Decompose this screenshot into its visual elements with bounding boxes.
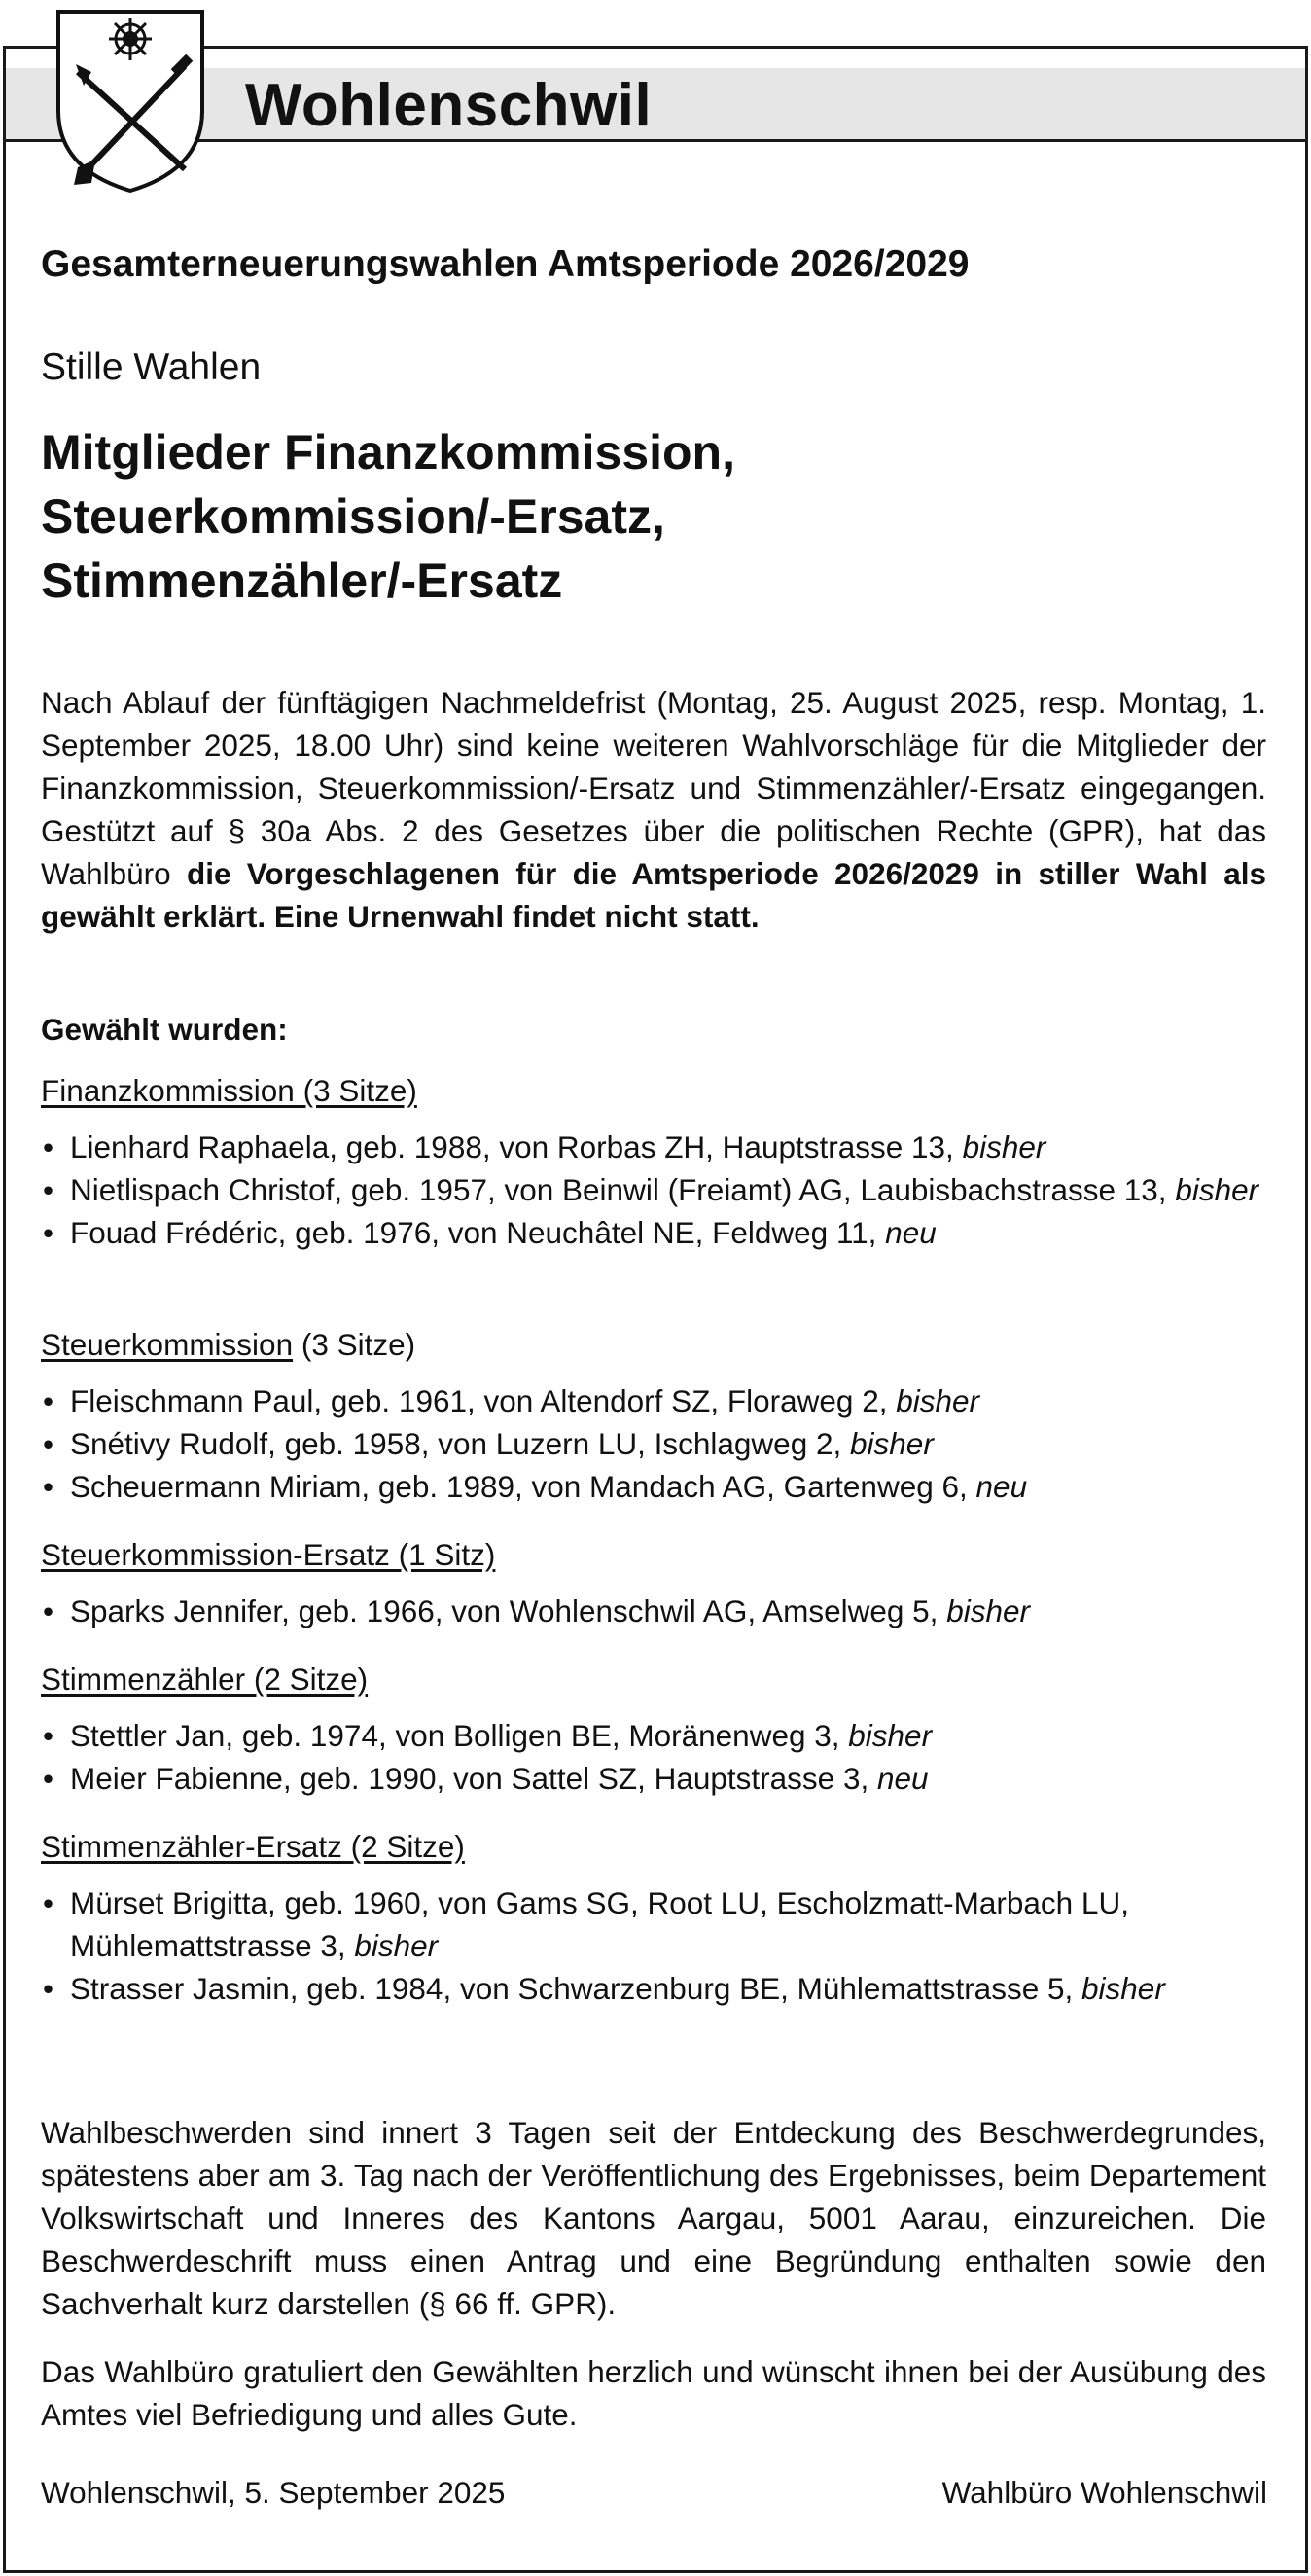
- place-date: Wohlenschwil, 5. September 2025: [41, 2475, 506, 2510]
- elected-label: Gewählt wurden:: [41, 1012, 288, 1047]
- election-type: Stille Wahlen: [41, 346, 262, 388]
- list-item: • Stettler Jan, geb. 1974, von Bolligen BE, Moränenweg 3, bisher: [41, 1714, 1266, 1757]
- list-item: • Sparks Jennifer, geb. 1966, von Wohlenschwil AG, Amselweg 5, bisher: [41, 1590, 1266, 1632]
- bullet-icon: •: [43, 1172, 54, 1207]
- list-item: • Snétivy Rudolf, geb. 1958, von Luzern LU, Ischlagweg 2, bisher: [41, 1422, 1266, 1465]
- section-heading: Stimmenzähler-Ersatz (2 Sitze): [41, 1829, 465, 1864]
- coat-of-arms-icon: [49, 4, 212, 195]
- list-item: • Fleischmann Paul, geb. 1961, von Altendorf SZ, Floraweg 2, bisher: [41, 1379, 1266, 1422]
- list-item: • Meier Fabienne, geb. 1990, von Sattel SZ, Hauptstrasse 3, neu: [41, 1757, 1266, 1800]
- section-finanzkommission: [41, 1069, 1266, 1254]
- member-status: bisher: [354, 1928, 439, 1963]
- complaint-paragraph: Wahlbeschwerden sind innert 3 Tagen seit der Entdeckung des Beschwerdegrundes, spätestens aber am 3. Tag nach der Veröffentlichung des Ergebnisses, beim Departement Volkswirtschaft und Inneres des Kantons Aargau, 5001 Aarau, einzureichen. Die Beschwerdeschrift muss einen Antrag und eine Begründung enthalten sowie den Sachverhalt kurz darstellen (§ 66 ff. GPR).: [41, 2115, 1266, 2321]
- bullet-icon: •: [43, 1469, 54, 1504]
- member-status: bisher: [1175, 1172, 1259, 1207]
- member-status: bisher: [962, 1129, 1046, 1164]
- section-steuerkommission-ersatz: [41, 1533, 1266, 1632]
- member-status: neu: [876, 1761, 929, 1796]
- intro-text: Nach Ablauf der fünftägigen Nachmeldefrist (Montag, 25. August 2025, resp. Montag, 1. September 2025, 18.00 Uhr) sind keine weiteren Wahlvorschläge für die Mitglieder der Finanzkommission, Steuerkommission/-Ersatz und Stimmenzähler/-Ersatz eingegangen. Gestützt auf § 30a Abs. 2 des Gesetzes über die politischen Rechte (GPR), hat das Wahlbüro: [41, 685, 1266, 891]
- section-steuerkommission: [41, 1323, 1266, 1508]
- section-heading: Finanzkommission (3 Sitze): [41, 1073, 417, 1108]
- section-heading: Stimmenzähler (2 Sitze): [41, 1662, 369, 1697]
- title-line: Stimmenzähler/-Ersatz: [41, 554, 563, 608]
- congrats-paragraph: Das Wahlbüro gratuliert den Gewählten herzlich und wünscht ihnen bei der Ausübung des Amtes viel Befriedigung und alles Gute.: [41, 2354, 1266, 2432]
- election-heading: Gesamterneuerungswahlen Amtsperiode 2026/2029: [41, 243, 970, 285]
- bullet-icon: •: [43, 1593, 54, 1628]
- title-line: Steuerkommission/-Ersatz,: [41, 489, 665, 544]
- notice-title: [41, 420, 1266, 613]
- section-heading: Steuerkommission (3 Sitze): [41, 1327, 416, 1362]
- list-item: • Lienhard Raphaela, geb. 1988, von Rorbas ZH, Hauptstrasse 13, bisher: [41, 1126, 1266, 1168]
- list-item: • Mürset Brigitta, geb. 1960, von Gams SG, Root LU, Escholzmatt-Marbach LU, Mühlemattstrasse 3, bisher: [41, 1881, 1266, 1967]
- member-status: bisher: [1081, 1971, 1165, 2006]
- town-title: Wohlenschwil: [245, 72, 653, 139]
- intro-paragraph: [41, 681, 1266, 938]
- list-item: • Strasser Jasmin, geb. 1984, von Schwarzenburg BE, Mühlemattstrasse 5, bisher: [41, 1967, 1266, 2010]
- signature: Wahlbüro Wohlenschwil: [941, 2475, 1267, 2510]
- list-item: • Fouad Frédéric, geb. 1976, von Neuchâtel NE, Feldweg 11, neu: [41, 1211, 1266, 1254]
- bullet-icon: •: [43, 1885, 54, 1920]
- list-item: • Nietlispach Christof, geb. 1957, von Beinwil (Freiamt) AG, Laubisbachstrasse 13, bisher: [41, 1168, 1266, 1211]
- member-status: neu: [975, 1469, 1028, 1504]
- intro-emphasis: die Vorgeschlagenen für die Amtsperiode 2026/2029 in stiller Wahl als gewählt erklärt. Eine Urnenwahl findet nicht statt.: [41, 856, 1266, 934]
- bullet-icon: •: [43, 1426, 54, 1461]
- bullet-icon: •: [43, 1215, 54, 1250]
- member-status: bisher: [848, 1718, 933, 1753]
- bullet-icon: •: [43, 1971, 54, 2006]
- bullet-icon: •: [43, 1761, 54, 1796]
- bullet-icon: •: [43, 1383, 54, 1418]
- section-heading: Steuerkommission-Ersatz (1 Sitz): [41, 1537, 496, 1572]
- member-status: neu: [885, 1215, 937, 1250]
- title-line: Mitglieder Finanzkommission,: [41, 425, 735, 480]
- section-stimmenzaehler-ersatz: [41, 1825, 1266, 2010]
- member-status: bisher: [946, 1593, 1030, 1628]
- bullet-icon: •: [43, 1129, 54, 1164]
- section-stimmenzaehler: [41, 1658, 1266, 1800]
- member-status: bisher: [850, 1426, 934, 1461]
- bullet-icon: •: [43, 1718, 54, 1753]
- list-item: • Scheuermann Miriam, geb. 1989, von Mandach AG, Gartenweg 6, neu: [41, 1465, 1266, 1508]
- member-status: bisher: [896, 1383, 980, 1418]
